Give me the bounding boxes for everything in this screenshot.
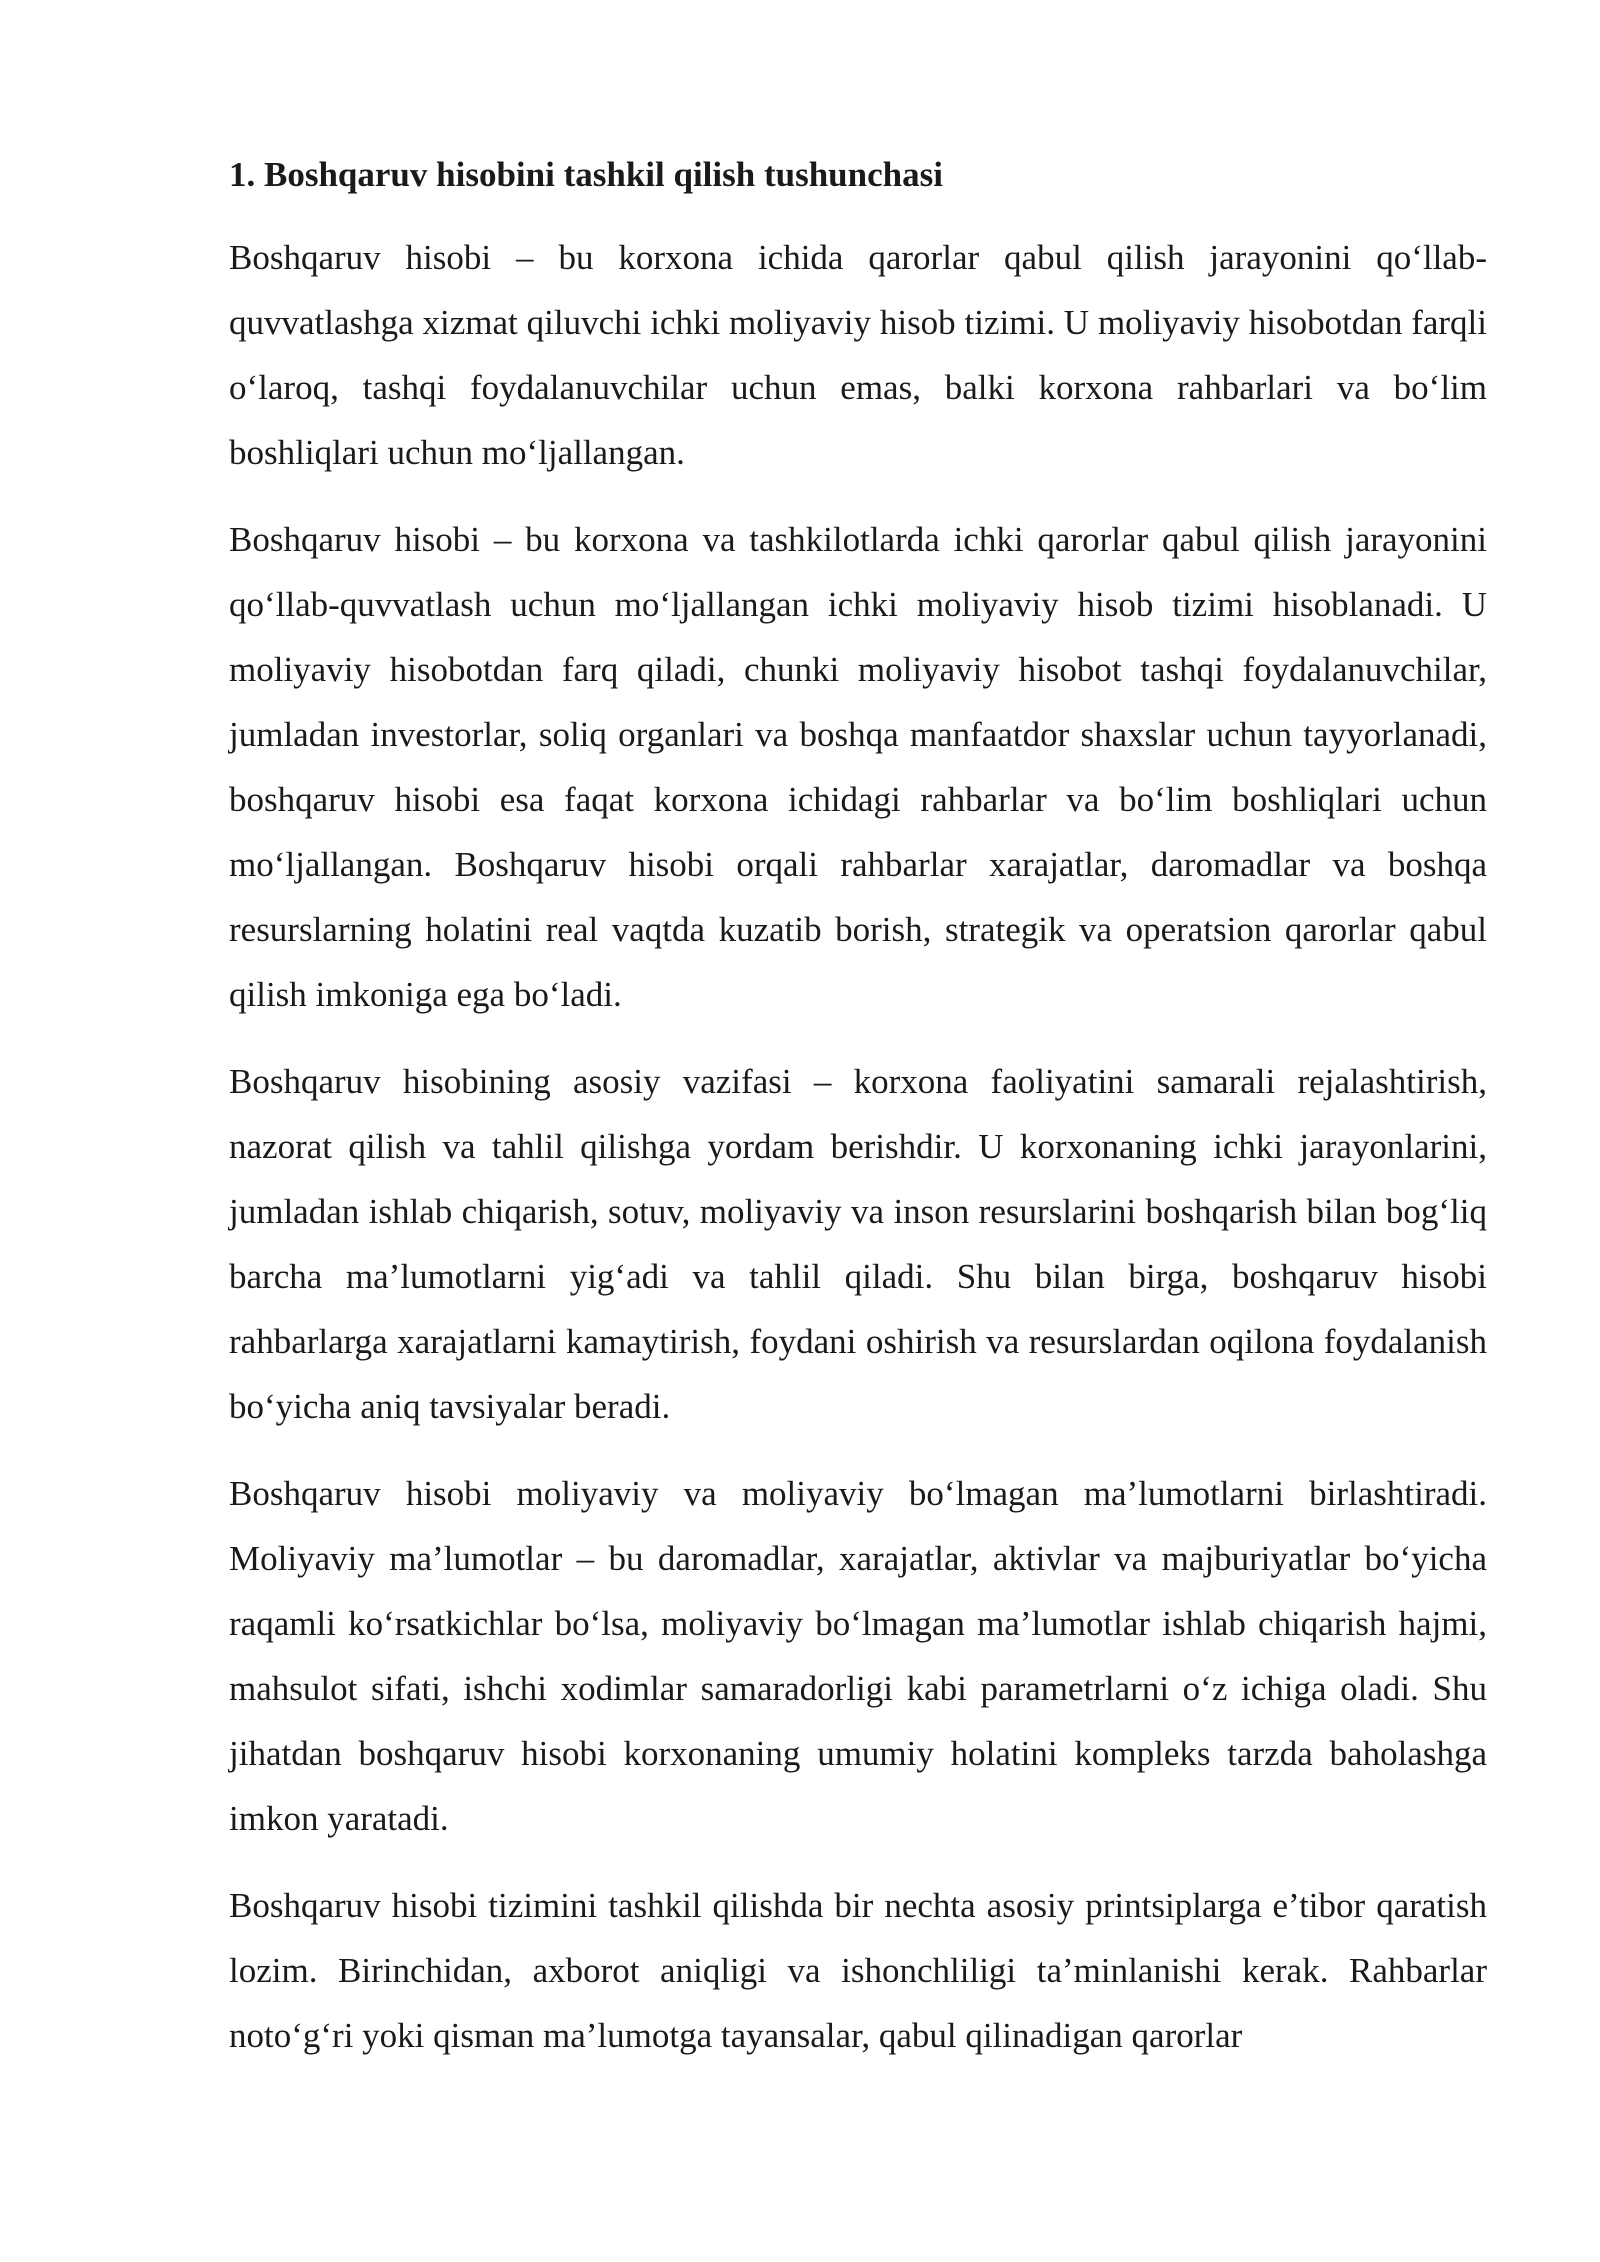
- section-heading: 1. Boshqaruv hisobini tashkil qilish tushunchasi: [229, 155, 943, 194]
- paragraph-4: Boshqaruv hisobi moliyaviy va moliyaviy bo‘lmagan ma’lumotlarni birlashtiradi. Moliyaviy ma’lumotlar – bu daromadlar, xarajatlar, aktivlar va majburiyatlar bo‘yicha raqamli ko‘rsatkichlar bo‘lsa, moliyaviy bo‘lmagan ma’lumotlar ishlab chiqarish hajmi, mahsulot sifati, ishchi xodimlar samaradorligi kabi parametrlarni o‘z ichiga oladi. Shu jihatdan boshqaruv hisobi korxonaning umumiy holatini kompleks tarzda baholashga imkon yaratadi.: [229, 1474, 1487, 1838]
- document-body: [229, 150, 1487, 2090]
- paragraph-1: Boshqaruv hisobi – bu korxona ichida qarorlar qabul qilish jarayonini qo‘llab-quvvatlashga xizmat qiluvchi ichki moliyaviy hisob tizimi. U moliyaviy hisobotdan farqli o‘laroq, tashqi foydalanuvchilar uchun emas, balki korxona rahbarlari va bo‘lim boshliqlari uchun mo‘ljallangan.: [229, 238, 1487, 472]
- paragraph-3: Boshqaruv hisobining asosiy vazifasi – korxona faoliyatini samarali rejalashtirish, nazorat qilish va tahlil qilishga yordam berishdir. U korxonaning ichki jarayonlarini, jumladan ishlab chiqarish, sotuv, moliyaviy va inson resurslarini boshqarish bilan bog‘liq barcha ma’lumotlarni yig‘adi va tahlil qiladi. Shu bilan birga, boshqaruv hisobi rahbarlarga xarajatlarni kamaytirish, foydani oshirish va resurslardan oqilona foydalanish bo‘yicha aniq tavsiyalar beradi.: [229, 1062, 1487, 1426]
- paragraph-5: Boshqaruv hisobi tizimini tashkil qilishda bir nechta asosiy printsiplarga e’tibor qaratish lozim. Birinchidan, axborot aniqligi va ishonchliligi ta’minlanishi kerak. Rahbarlar noto‘g‘ri yoki qisman ma’lumotga tayansalar, qabul qilinadigan qarorlar: [229, 1886, 1487, 2055]
- paragraph-2: Boshqaruv hisobi – bu korxona va tashkilotlarda ichki qarorlar qabul qilish jarayonini qo‘llab-quvvatlash uchun mo‘ljallangan ichki moliyaviy hisob tizimi hisoblanadi. U moliyaviy hisobotdan farq qiladi, chunki moliyaviy hisobot tashqi foydalanuvchilar, jumladan investorlar, soliq organlari va boshqa manfaatdor shaxslar uchun tayyorlanadi, boshqaruv hisobi esa faqat korxona ichidagi rahbarlar va bo‘lim boshliqlari uchun mo‘ljallangan. Boshqaruv hisobi orqali rahbarlar xarajatlar, daromadlar va boshqa resurslarning holatini real vaqtda kuzatib borish, strategik va operatsion qarorlar qabul qilish imkoniga ega bo‘ladi.: [229, 520, 1487, 1014]
